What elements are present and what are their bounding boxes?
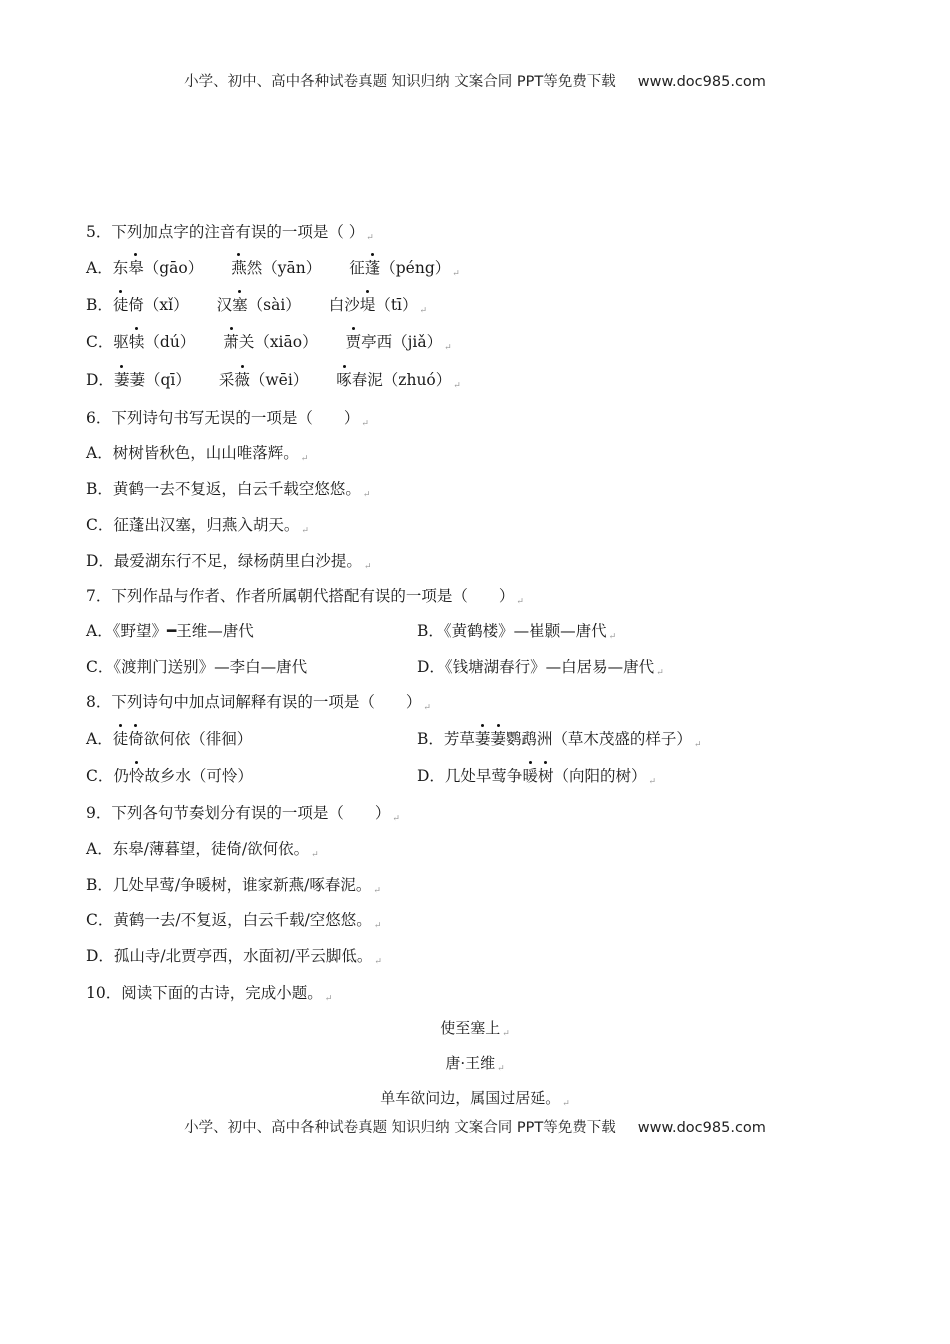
para-mark: ↵ [497,1064,505,1074]
q5-a-text: （gāo） [143,259,204,277]
q9-a-text: A．东皋/薄暮望，徒倚/欲何依。 [86,840,310,858]
para-mark: ↵ [453,381,461,391]
q8-a-dotted: 倚 [128,730,144,748]
header-text: 小学、初中、高中各种试卷真题 知识归纳 文案合同 PPT等免费下载 [184,74,616,90]
q5-d-text: （wēi） [249,371,309,389]
q6-c-text: C．征蓬出汉塞，归燕入胡天。 [86,516,300,534]
para-mark: ↵ [423,703,431,713]
para-mark: ↵ [362,490,371,500]
q5-d-dotted: 萋 [113,371,130,389]
q8-stem-text: 8．下列诗句中加点词解释有误的一项是（ ） [86,693,422,711]
q8-stem [86,692,431,718]
para-mark: ↵ [562,1099,570,1109]
q5-c-text: 亭西（jiǎ） [361,333,443,351]
q7-stem [86,586,524,612]
q6-option-d [86,551,371,577]
q7-b-text: B．《黄鹤楼》—崔颢—唐代 [417,622,607,640]
q7-option-a [86,621,254,641]
para-mark: ↵ [373,886,381,896]
q9-option-a [86,839,319,865]
q5-c-text: （dú） [144,333,196,351]
q6-d-text: D．最爱湖东行不足，绿杨荫里白沙提。 [86,552,362,570]
para-mark: ↵ [656,668,664,678]
q5-b-dotted: 堤 [359,296,376,314]
q5-d-dotted: 啄 [336,371,352,389]
q5-a-text: 然（yān） [246,259,322,277]
q8-a-text: A． [86,730,113,748]
q8-b-dotted: 萋 [490,730,506,748]
q5-b-text: 倚（xǐ） [128,296,189,314]
q9-d-text: D．孤山寺/北贾亭西，水面初/平云脚低。 [86,947,373,965]
q8-c-dotted: 怜 [128,767,145,785]
para-mark: ↵ [444,343,452,353]
q5-option-a [86,258,460,284]
q8-b-text: 鹦鹉洲（草木茂盛的样子） [505,730,692,748]
q5-option-c [86,332,452,358]
q7-stem-text: 7．下列作品与作者、作者所属朝代搭配有误的一项是（ ） [86,587,515,605]
q5-d-text: 萋（qī） [129,371,191,389]
q7-option-d [417,657,664,683]
para-mark: ↵ [502,1029,510,1039]
q9-stem-text: 9．下列各句节奏划分有误的一项是（ ） [86,804,391,822]
poem-title-text: 使至塞上 [440,1019,501,1037]
para-mark: ↵ [374,957,382,967]
poem-author [0,1052,950,1074]
q5-b-dotted: 徒 [112,296,129,314]
q8-option-d [417,766,656,792]
poem-line-1 [0,1087,950,1109]
q5-a-dotted: 蓬 [364,259,381,277]
poem-line-text: 单车欲问边，属国过居延。 [380,1089,561,1107]
q5-b-text: （sài） [247,296,301,314]
page-header-top [0,70,950,91]
q5-b-text: 汉 [216,296,233,314]
para-mark: ↵ [300,454,309,464]
q7-c-text: C．《渡荆门送别》—李白—唐代 [86,658,308,676]
q5-option-b [86,295,427,321]
q5-d-dotted: 薇 [234,371,250,389]
q7-option-c [86,657,307,677]
q8-option-a [86,729,252,749]
q8-c-text: 故乡水（可怜） [144,767,253,785]
q9-option-c [86,910,381,936]
q8-b-dotted: 萋 [474,730,491,748]
page-footer [0,1116,950,1137]
q5-a-text: 征 [349,259,365,277]
q9-stem [86,803,400,829]
q5-c-text: 关（xiāo） [238,333,318,351]
poem-title [0,1017,950,1039]
para-mark: ↵ [693,740,702,750]
para-mark: ↵ [301,526,309,536]
footer-text: 小学、初中、高中各种试卷真题 知识归纳 文案合同 PPT等免费下载 [184,1120,616,1136]
q9-option-b [86,875,381,901]
para-mark: ↵ [363,562,372,572]
q5-c-dotted: 贾 [345,333,362,351]
para-mark: ↵ [373,921,382,931]
para-mark: ↵ [648,777,657,787]
q9-b-text: B．几处早莺/争暖树，谁家新燕/啄春泥。 [86,876,372,894]
q10-stem [86,983,332,1009]
q8-d-dotted: 暖 [522,767,538,785]
q5-option-d [86,370,461,396]
para-mark: ↵ [516,597,524,607]
q7-a-text: A．《野望》━王维—唐代 [86,622,254,640]
q6-option-b [86,479,370,505]
header-url: www.doc985.com [637,74,766,90]
poem-author-text: 唐·王维 [445,1054,496,1072]
q5-b-text: 白沙 [328,296,360,314]
q8-option-c [86,766,253,786]
q5-a-dotted: 皋 [128,259,144,277]
q8-d-dotted: 树 [537,767,554,785]
q9-c-text: C．黄鹤一去/不复返，白云千载/空悠悠。 [86,911,372,929]
q6-option-a [86,443,308,469]
q5-stem [86,222,374,248]
para-mark: ↵ [361,419,369,429]
q7-d-text: D．《钱塘湖春行》—白居易—唐代 [417,658,655,676]
para-mark: ↵ [392,814,400,824]
q6-stem [86,408,369,434]
q5-d-text: 采 [218,371,235,389]
q6-stem-text: 6．下列诗句书写无误的一项是（ ） [86,409,360,427]
para-mark: ↵ [608,632,617,642]
q10-stem-text: 10．阅读下面的古诗，完成小题。 [86,984,323,1002]
footer-url: www.doc985.com [637,1120,766,1136]
q5-c-text: C．驱 [86,333,129,351]
para-mark: ↵ [452,269,460,279]
q8-b-text: B．芳草 [417,730,475,748]
q5-c-dotted: 萧 [223,333,239,351]
q5-a-dotted: 燕 [231,259,247,277]
q6-option-c [86,515,309,541]
q8-a-dotted: 徒 [112,730,129,748]
q8-a-text: 欲何依（徘徊） [143,730,253,748]
q8-d-text: （向阳的树） [553,767,647,785]
q5-b-text: B． [86,296,113,314]
q5-a-text: （péng） [380,259,451,277]
q8-d-text: D．几处早莺争 [417,767,523,785]
para-mark: ↵ [419,306,428,316]
q5-stem-text: 5．下列加点字的注音有误的一项是（ ） [86,223,365,241]
q5-c-dotted: 犊 [128,333,145,351]
para-mark: ↵ [366,233,374,243]
q8-c-text: C．仍 [86,767,129,785]
q5-b-dotted: 塞 [232,296,248,314]
q6-b-text: B．黄鹤一去不复返，白云千载空悠悠。 [86,480,361,498]
q6-a-text: A．树树皆秋色，山山唯落辉。 [86,444,299,462]
q5-a-text: A．东 [86,259,129,277]
q5-d-text: 春泥（zhuó） [351,371,452,389]
para-mark: ↵ [311,850,319,860]
q8-option-b [417,729,701,755]
q9-option-d [86,946,382,972]
q7-option-b [417,621,616,647]
para-mark: ↵ [324,994,333,1004]
q5-b-text: （tī） [375,296,418,314]
q5-d-text: D． [86,371,114,389]
